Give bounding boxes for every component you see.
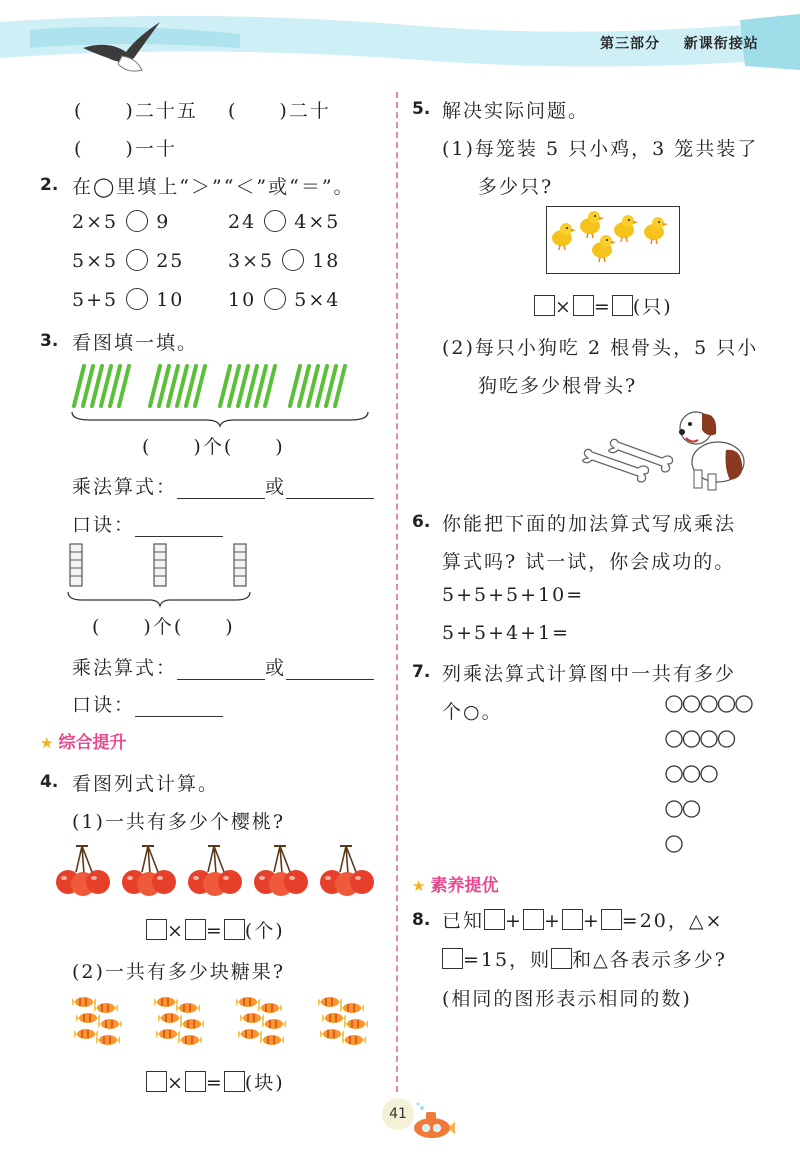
circle-rows-figure bbox=[664, 694, 760, 854]
rhyme-line-1 bbox=[72, 510, 223, 537]
q6-title-line1: 你能把下面的加法算式写成乘法 bbox=[442, 513, 737, 535]
cherries-image bbox=[52, 842, 382, 902]
compare-right: 5×4 bbox=[294, 289, 341, 311]
answer-box[interactable] bbox=[224, 919, 245, 940]
equals-sign: = bbox=[205, 920, 224, 942]
circle-mark bbox=[701, 731, 717, 747]
seagull-icon bbox=[78, 18, 168, 80]
compare-left: 5+5 bbox=[72, 289, 119, 311]
compare-circle[interactable] bbox=[126, 288, 148, 310]
compare-right: 9 bbox=[156, 211, 171, 233]
candies-image bbox=[70, 996, 390, 1052]
count-blank-1: ( )个( ) bbox=[142, 436, 285, 458]
compare-circle[interactable] bbox=[126, 210, 148, 232]
q7-number: 7. bbox=[412, 662, 431, 682]
column-divider bbox=[396, 92, 398, 1092]
compare-circle[interactable] bbox=[264, 210, 286, 232]
equals-sign: = bbox=[205, 1072, 224, 1094]
addition-expression-2: 5+5+4+1= bbox=[442, 622, 571, 644]
compare-left: 2×5 bbox=[72, 211, 119, 233]
q7-title-line2: 个○。 bbox=[442, 701, 503, 723]
star-icon: ★ bbox=[412, 877, 426, 895]
answer-box[interactable] bbox=[224, 1071, 245, 1092]
mult-line-2 bbox=[72, 653, 374, 680]
q4-title: 看图列式计算。 bbox=[72, 773, 220, 795]
compare-right: 25 bbox=[156, 250, 185, 272]
q7-title-line1: 列乘法算式计算图中一共有多少 bbox=[442, 663, 737, 685]
plus-sign: + bbox=[505, 910, 523, 932]
mult-label: 乘法算式： bbox=[72, 657, 178, 679]
circle-mark bbox=[736, 696, 752, 712]
circle-mark bbox=[666, 801, 682, 817]
answer-box[interactable] bbox=[146, 919, 167, 940]
circle-mark bbox=[684, 801, 700, 817]
header-section: 新课衔接站 bbox=[683, 36, 759, 52]
mult-label: 乘法算式： bbox=[72, 476, 178, 498]
q8-text: 和△各表示多少? bbox=[572, 949, 727, 971]
equation-candies bbox=[146, 1068, 285, 1095]
equation-chicks bbox=[534, 292, 673, 319]
times-sign: × bbox=[555, 296, 573, 318]
q6-number: 6. bbox=[412, 512, 431, 532]
answer-box[interactable] bbox=[601, 909, 622, 930]
q6-title-line2: 算式吗? 试一试，你会成功的。 bbox=[442, 551, 736, 573]
compare-right: 10 bbox=[156, 289, 185, 311]
q2-title: 在◯里填上“＞”“＜”或“＝”。 bbox=[72, 176, 355, 198]
compare-circle[interactable] bbox=[264, 288, 286, 310]
cube-towers bbox=[66, 538, 256, 608]
section-heading-2 bbox=[412, 871, 499, 896]
q4-part2: (2)一共有多少块糖果? bbox=[72, 961, 286, 983]
page-number: 41 bbox=[389, 1106, 407, 1122]
answer-blank-10: ( )一十 bbox=[74, 138, 177, 160]
compare-left: 3×5 bbox=[228, 250, 275, 272]
section-title: 综合提升 bbox=[58, 733, 127, 753]
q5-part1-line1: (1)每笼装 5 只小鸡，3 笼共装了 bbox=[442, 138, 759, 160]
or-label: 或 bbox=[265, 657, 287, 679]
plus-sign: + bbox=[543, 910, 562, 932]
unit-label: (只) bbox=[632, 296, 673, 318]
star-icon: ★ bbox=[40, 734, 54, 752]
q3-title: 看图填一填。 bbox=[72, 332, 199, 354]
addition-expression-1: 5+5+5+10= bbox=[442, 584, 585, 606]
circle-mark bbox=[666, 731, 682, 747]
q5-title: 解决实际问题。 bbox=[442, 100, 590, 122]
q8-number: 8. bbox=[412, 910, 431, 930]
circle-mark bbox=[719, 731, 735, 747]
answer-line[interactable] bbox=[135, 516, 223, 537]
answer-box[interactable] bbox=[484, 909, 505, 930]
compare-item bbox=[228, 249, 340, 272]
count-blank-2: ( )个( ) bbox=[92, 616, 235, 638]
mult-line-1 bbox=[72, 472, 374, 499]
circle-mark bbox=[684, 731, 700, 747]
compare-item bbox=[72, 210, 170, 233]
q8-text: =20，△× bbox=[621, 910, 724, 932]
circle-mark bbox=[666, 836, 682, 852]
q2-number: 2. bbox=[40, 175, 59, 195]
times-sign: × bbox=[167, 920, 185, 942]
equals-sign: = bbox=[593, 296, 612, 318]
unit-label: (个) bbox=[244, 920, 285, 942]
q8-text: 已知 bbox=[442, 910, 485, 932]
q5-part2-line1: (2)每只小狗吃 2 根骨头，5 只小 bbox=[442, 337, 759, 359]
answer-line[interactable] bbox=[286, 478, 374, 499]
circle-mark bbox=[666, 696, 682, 712]
rhyme-line-2 bbox=[72, 690, 223, 717]
answer-box[interactable] bbox=[573, 295, 594, 316]
compare-right: 18 bbox=[312, 250, 341, 272]
compare-left: 5×5 bbox=[72, 250, 119, 272]
answer-box[interactable] bbox=[551, 948, 572, 969]
q3-number: 3. bbox=[40, 331, 59, 351]
answer-box[interactable] bbox=[146, 1071, 167, 1092]
answer-box[interactable] bbox=[442, 948, 463, 969]
compare-right: 4×5 bbox=[294, 211, 341, 233]
circle-mark bbox=[701, 696, 717, 712]
q5-part1-line2: 多少只? bbox=[478, 176, 554, 198]
compare-item bbox=[228, 288, 340, 311]
compare-item bbox=[72, 249, 184, 272]
answer-line[interactable] bbox=[177, 478, 265, 499]
or-label: 或 bbox=[265, 476, 287, 498]
answer-box[interactable] bbox=[185, 1071, 206, 1092]
circle-mark bbox=[701, 766, 717, 782]
compare-left: 10 bbox=[228, 289, 257, 311]
unit-label: (块) bbox=[244, 1072, 285, 1094]
answer-box[interactable] bbox=[562, 909, 583, 930]
header-part: 第三部分 bbox=[600, 36, 660, 52]
answer-box[interactable] bbox=[185, 919, 206, 940]
answer-blank-25: ( )二十五 bbox=[74, 100, 198, 122]
answer-line[interactable] bbox=[286, 659, 374, 680]
circle-mark bbox=[666, 766, 682, 782]
rhyme-label: 口诀： bbox=[72, 694, 136, 716]
submarine-icon bbox=[410, 1100, 456, 1144]
compare-item bbox=[72, 288, 184, 311]
q5-number: 5. bbox=[412, 99, 431, 119]
equation-cherries bbox=[146, 916, 285, 943]
compare-circle[interactable] bbox=[282, 249, 304, 271]
circle-mark bbox=[719, 696, 735, 712]
compare-item bbox=[228, 210, 340, 233]
rhyme-label: 口诀： bbox=[72, 514, 136, 536]
header-title bbox=[600, 33, 759, 53]
q8-line1 bbox=[442, 906, 723, 933]
dog-bones-image bbox=[578, 404, 754, 496]
chicks-image bbox=[546, 206, 680, 274]
stick-bundles bbox=[70, 362, 370, 428]
section-heading-1 bbox=[40, 728, 127, 753]
answer-box[interactable] bbox=[534, 295, 555, 316]
answer-blank-20: ( )二十 bbox=[228, 100, 331, 122]
compare-circle[interactable] bbox=[126, 249, 148, 271]
q4-part1: (1)一共有多少个樱桃? bbox=[72, 811, 286, 833]
q8-line2 bbox=[442, 945, 727, 972]
circle-mark bbox=[684, 766, 700, 782]
q8-note: (相同的图形表示相同的数) bbox=[442, 988, 692, 1010]
q5-part2-line2: 狗吃多少根骨头? bbox=[478, 375, 638, 397]
answer-box[interactable] bbox=[523, 909, 544, 930]
answer-box[interactable] bbox=[612, 295, 633, 316]
answer-line[interactable] bbox=[135, 696, 223, 717]
plus-sign: + bbox=[582, 910, 601, 932]
times-sign: × bbox=[167, 1072, 185, 1094]
circle-mark bbox=[684, 696, 700, 712]
q8-text: =15，则 bbox=[463, 949, 552, 971]
answer-line[interactable] bbox=[177, 659, 265, 680]
compare-left: 24 bbox=[228, 211, 257, 233]
section-title: 素养提优 bbox=[430, 876, 499, 896]
q4-number: 4. bbox=[40, 772, 59, 792]
